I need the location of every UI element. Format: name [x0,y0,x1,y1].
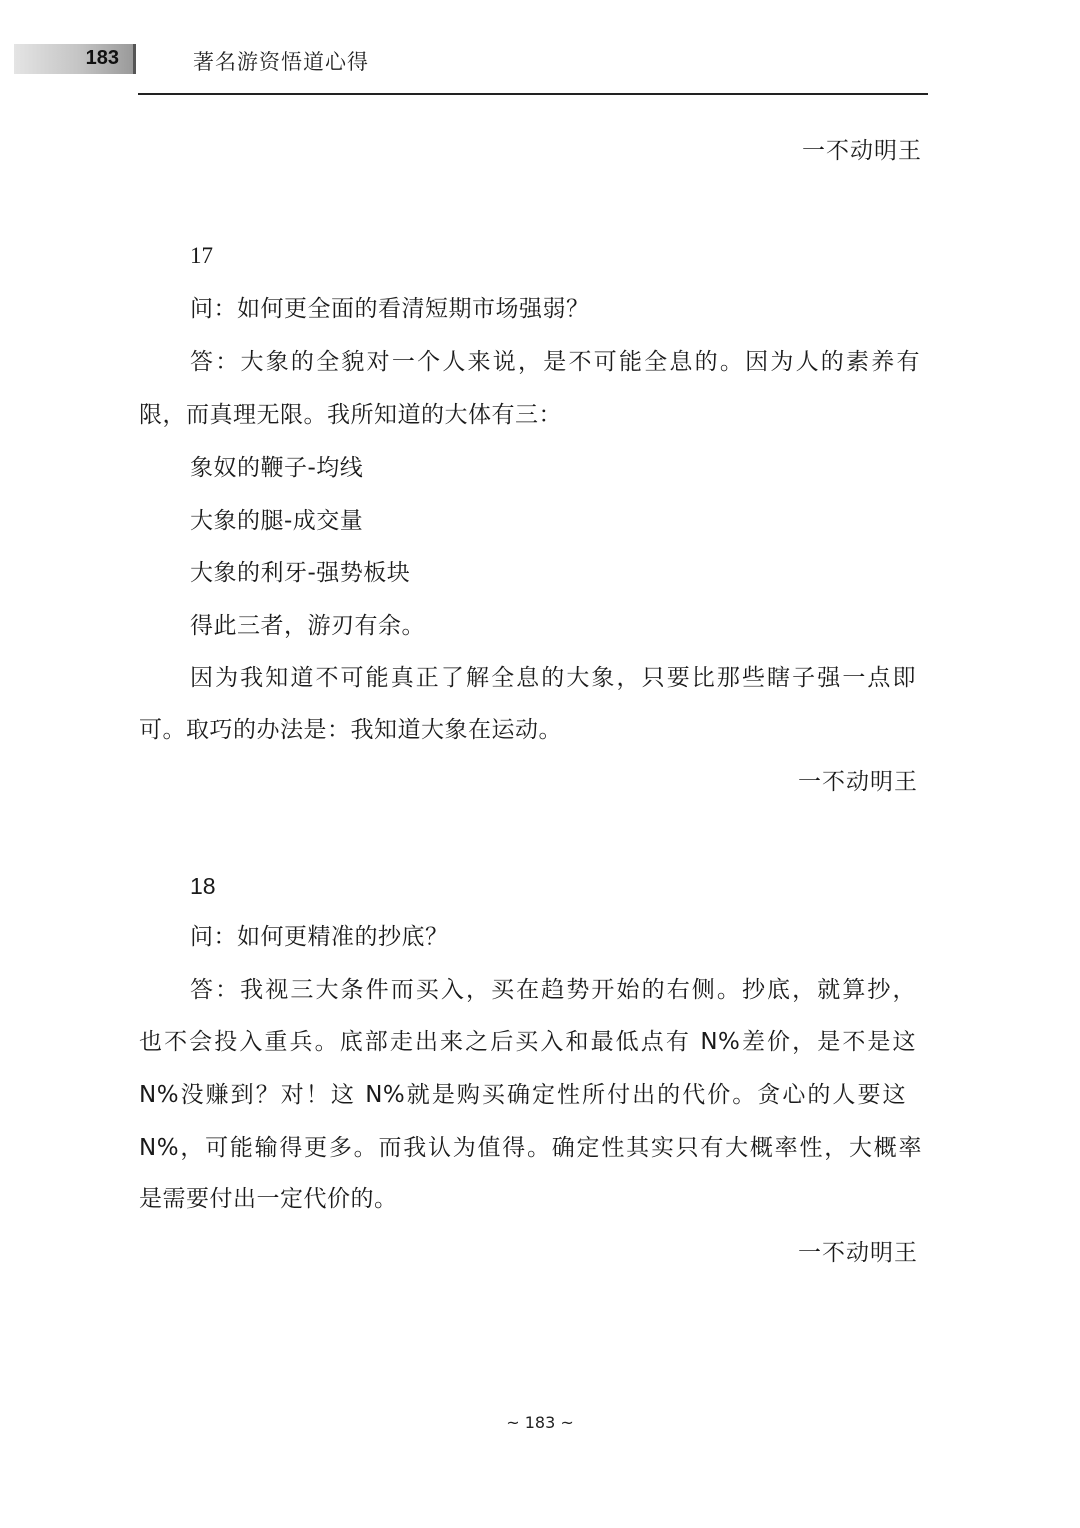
answer-line: N%没赚到？对！这 N%就是购买确定性所付出的代价。贪心的人要这 [139,1082,906,1108]
answer-line: 大象的利牙-强势板块 [190,560,411,586]
signature: 一不动明王 [798,1240,918,1266]
answer-line: 因为我知道不可能真正了解全息的大象，只要比那些瞎子强一点即 [190,665,916,691]
answer-line: 大象的腿-成交量 [190,508,364,534]
question: 问：如何更精准的抄底？ [190,924,449,950]
answer-line: 答：大象的全貌对一个人来说，是不可能全息的。因为人的素养有 [190,349,920,375]
entry-number: 17 [190,243,213,268]
answer-line: N%，可能输得更多。而我认为值得。确定性其实只有大概率性，大概率 [139,1135,922,1161]
answer-line: 是需要付出一定代价的。 [139,1186,398,1212]
header-rule [138,93,928,95]
signature: 一不动明王 [798,769,918,795]
question: 问：如何更全面的看清短期市场强弱？ [190,296,590,322]
answer-line: 限，而真理无限。我所知道的大体有三： [139,402,562,428]
footer-page-number: ~ 183 ~ [506,1413,574,1432]
answer-line: 也不会投入重兵。底部走出来之后买入和最低点有 N%差价，是不是这 [139,1029,916,1055]
answer-line: 得此三者，游刃有余。 [190,613,425,639]
answer-line: 可。取巧的办法是：我知道大象在运动。 [139,717,562,743]
signature: 一不动明王 [802,138,922,164]
page-number-badge [14,44,136,74]
answer-line: 答：我视三大条件而买入，买在趋势开始的右侧。抄底，就算抄， [190,977,916,1003]
answer-line: 象奴的鞭子-均线 [190,455,364,481]
page-number: 183 [85,47,119,69]
book-title: 著名游资悟道心得 [193,50,369,74]
entry-number: 18 [190,873,216,899]
